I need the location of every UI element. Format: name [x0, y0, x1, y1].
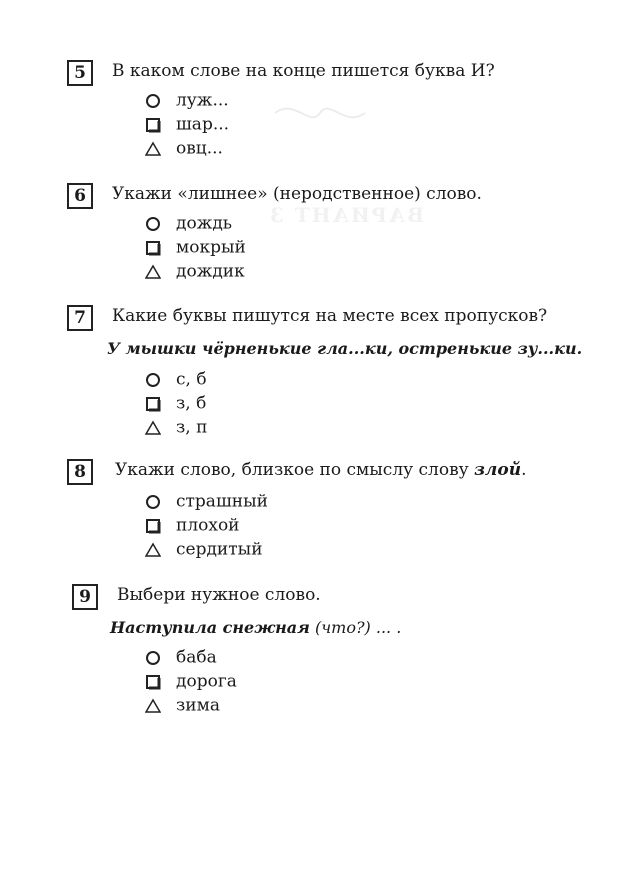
- question-sentence: У мышки чёрненькие гла...ки, остренькие зу...ки.: [107, 339, 583, 358]
- square-icon: [145, 396, 161, 412]
- option-label: луж...: [176, 90, 229, 111]
- option-1[interactable]: [145, 647, 217, 669]
- option-label: овц...: [176, 138, 223, 159]
- question-number: 5: [67, 60, 93, 86]
- circle-icon: [145, 494, 161, 510]
- option-2[interactable]: [145, 393, 206, 415]
- option-label: плохой: [176, 515, 240, 536]
- option-label: шар...: [176, 114, 230, 135]
- option-label: баба: [176, 647, 217, 668]
- circle-icon: [145, 650, 161, 666]
- sentence-prompt: (что?) ... .: [309, 618, 402, 637]
- option-label: страшный: [176, 491, 268, 512]
- option-3[interactable]: [145, 138, 223, 160]
- question-text: Укажи «лишнее» (неродственное) слово.: [112, 184, 482, 204]
- question-sentence: [110, 618, 401, 637]
- square-icon: [145, 117, 161, 133]
- triangle-icon: [145, 698, 161, 714]
- option-1[interactable]: [145, 369, 207, 391]
- circle-icon: [145, 93, 161, 109]
- ornament-icon: [270, 98, 370, 128]
- triangle-icon: [145, 420, 161, 436]
- show-through-heading: ВАРИАНТ 3: [268, 203, 425, 227]
- option-label: мокрый: [176, 237, 246, 258]
- square-icon: [145, 240, 161, 256]
- option-1[interactable]: [145, 491, 268, 513]
- option-label: з, п: [176, 417, 208, 438]
- question-text: Выбери нужное слово.: [117, 585, 321, 605]
- square-icon: [145, 518, 161, 534]
- question-text-end: .: [521, 460, 527, 480]
- circle-icon: [145, 216, 161, 232]
- question-text: В каком слове на конце пишется буква И?: [112, 61, 495, 81]
- option-label: с, б: [176, 369, 207, 390]
- option-label: дождик: [176, 261, 245, 282]
- option-2[interactable]: [145, 515, 240, 537]
- triangle-icon: [145, 264, 161, 280]
- question-text-main: Укажи слово, близкое по смыслу слову: [115, 460, 475, 480]
- option-3[interactable]: [145, 539, 263, 561]
- option-2[interactable]: [145, 114, 229, 136]
- square-icon: [145, 674, 161, 690]
- option-3[interactable]: [145, 695, 220, 717]
- option-label: дождь: [176, 213, 233, 234]
- option-label: з, б: [176, 393, 207, 414]
- question-text: [115, 460, 526, 480]
- question-number: 6: [67, 183, 93, 209]
- triangle-icon: [145, 141, 161, 157]
- question-number: 7: [67, 305, 93, 331]
- question-number: 8: [67, 459, 93, 485]
- option-3[interactable]: [145, 417, 207, 439]
- option-1[interactable]: [145, 213, 232, 235]
- option-1[interactable]: [145, 90, 229, 112]
- circle-icon: [145, 372, 161, 388]
- sentence-main: Наступила снежная: [110, 618, 310, 637]
- option-label: сердитый: [176, 539, 263, 560]
- option-label: дорога: [176, 671, 237, 692]
- question-keyword: злой: [474, 460, 522, 480]
- option-label: зима: [176, 695, 220, 716]
- question-text: Какие буквы пишутся на месте всех пропусков?: [112, 306, 548, 326]
- question-number: 9: [72, 584, 98, 610]
- option-2[interactable]: [145, 237, 246, 259]
- triangle-icon: [145, 542, 161, 558]
- option-2[interactable]: [145, 671, 237, 693]
- option-3[interactable]: [145, 261, 245, 283]
